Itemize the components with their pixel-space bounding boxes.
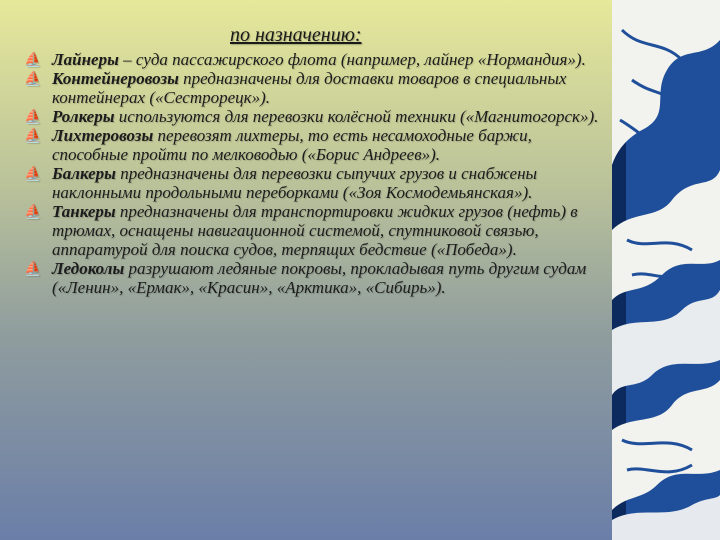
boat-bullet-icon: ⛵ [24, 205, 42, 220]
boat-bullet-icon: ⛵ [24, 53, 42, 68]
slide-title: по назначению: [230, 24, 362, 46]
list-item-tankers [24, 202, 609, 259]
item-term: Ролкеры [52, 107, 115, 126]
ship-types-list [24, 50, 609, 297]
item-text: – суда пассажирского флота (например, лайнер «Нормандия»). [118, 50, 586, 69]
item-text: разрушают ледяные покровы, прокладывая путь другим судам («Ленин», «Ермак», «Красин», «Арктика», «Сибирь»). [52, 259, 587, 297]
item-term: Ледоколы [52, 259, 125, 278]
wave-decoration [612, 0, 720, 540]
item-text: предназначены для транспортировки жидких грузов (нефть) в трюмах, оснащены навигационной системой, спутниковой связью, аппаратурой для поиска судов, терпящих бедствие («Победа»). [52, 202, 578, 259]
item-term: Балкеры [52, 164, 116, 183]
boat-bullet-icon: ⛵ [24, 167, 42, 182]
item-text: предназначены для перевозки сыпучих грузов и снабжены наклонными продольными переборками («Зоя Космодемьянская»). [52, 164, 538, 202]
item-term: Лайнеры [52, 50, 119, 69]
item-text: предназначены для доставки товаров в специальных контейнерах («Сестрорецк»). [52, 69, 567, 107]
boat-bullet-icon: ⛵ [24, 110, 42, 125]
list-item-icebreakers [24, 259, 609, 297]
boat-bullet-icon: ⛵ [24, 262, 42, 277]
boat-bullet-icon: ⛵ [24, 72, 42, 87]
item-term: Контейнеровозы [52, 69, 179, 88]
boat-bullet-icon: ⛵ [24, 129, 42, 144]
list-item-liners [24, 50, 609, 69]
item-text: используются для перевозки колёсной техники («Магнитогорск»). [114, 107, 599, 126]
item-text: перевозят лихтеры, то есть несамоходные баржи, способные пройти по мелководью («Борис Андреев»). [52, 126, 532, 164]
item-term: Танкеры [52, 202, 116, 221]
list-item-bulk-carriers [24, 164, 609, 202]
list-item-lash-ships [24, 126, 609, 164]
item-term: Лихтеровозы [52, 126, 154, 145]
list-item-container-ships [24, 69, 609, 107]
list-item-roro-ships [24, 107, 609, 126]
